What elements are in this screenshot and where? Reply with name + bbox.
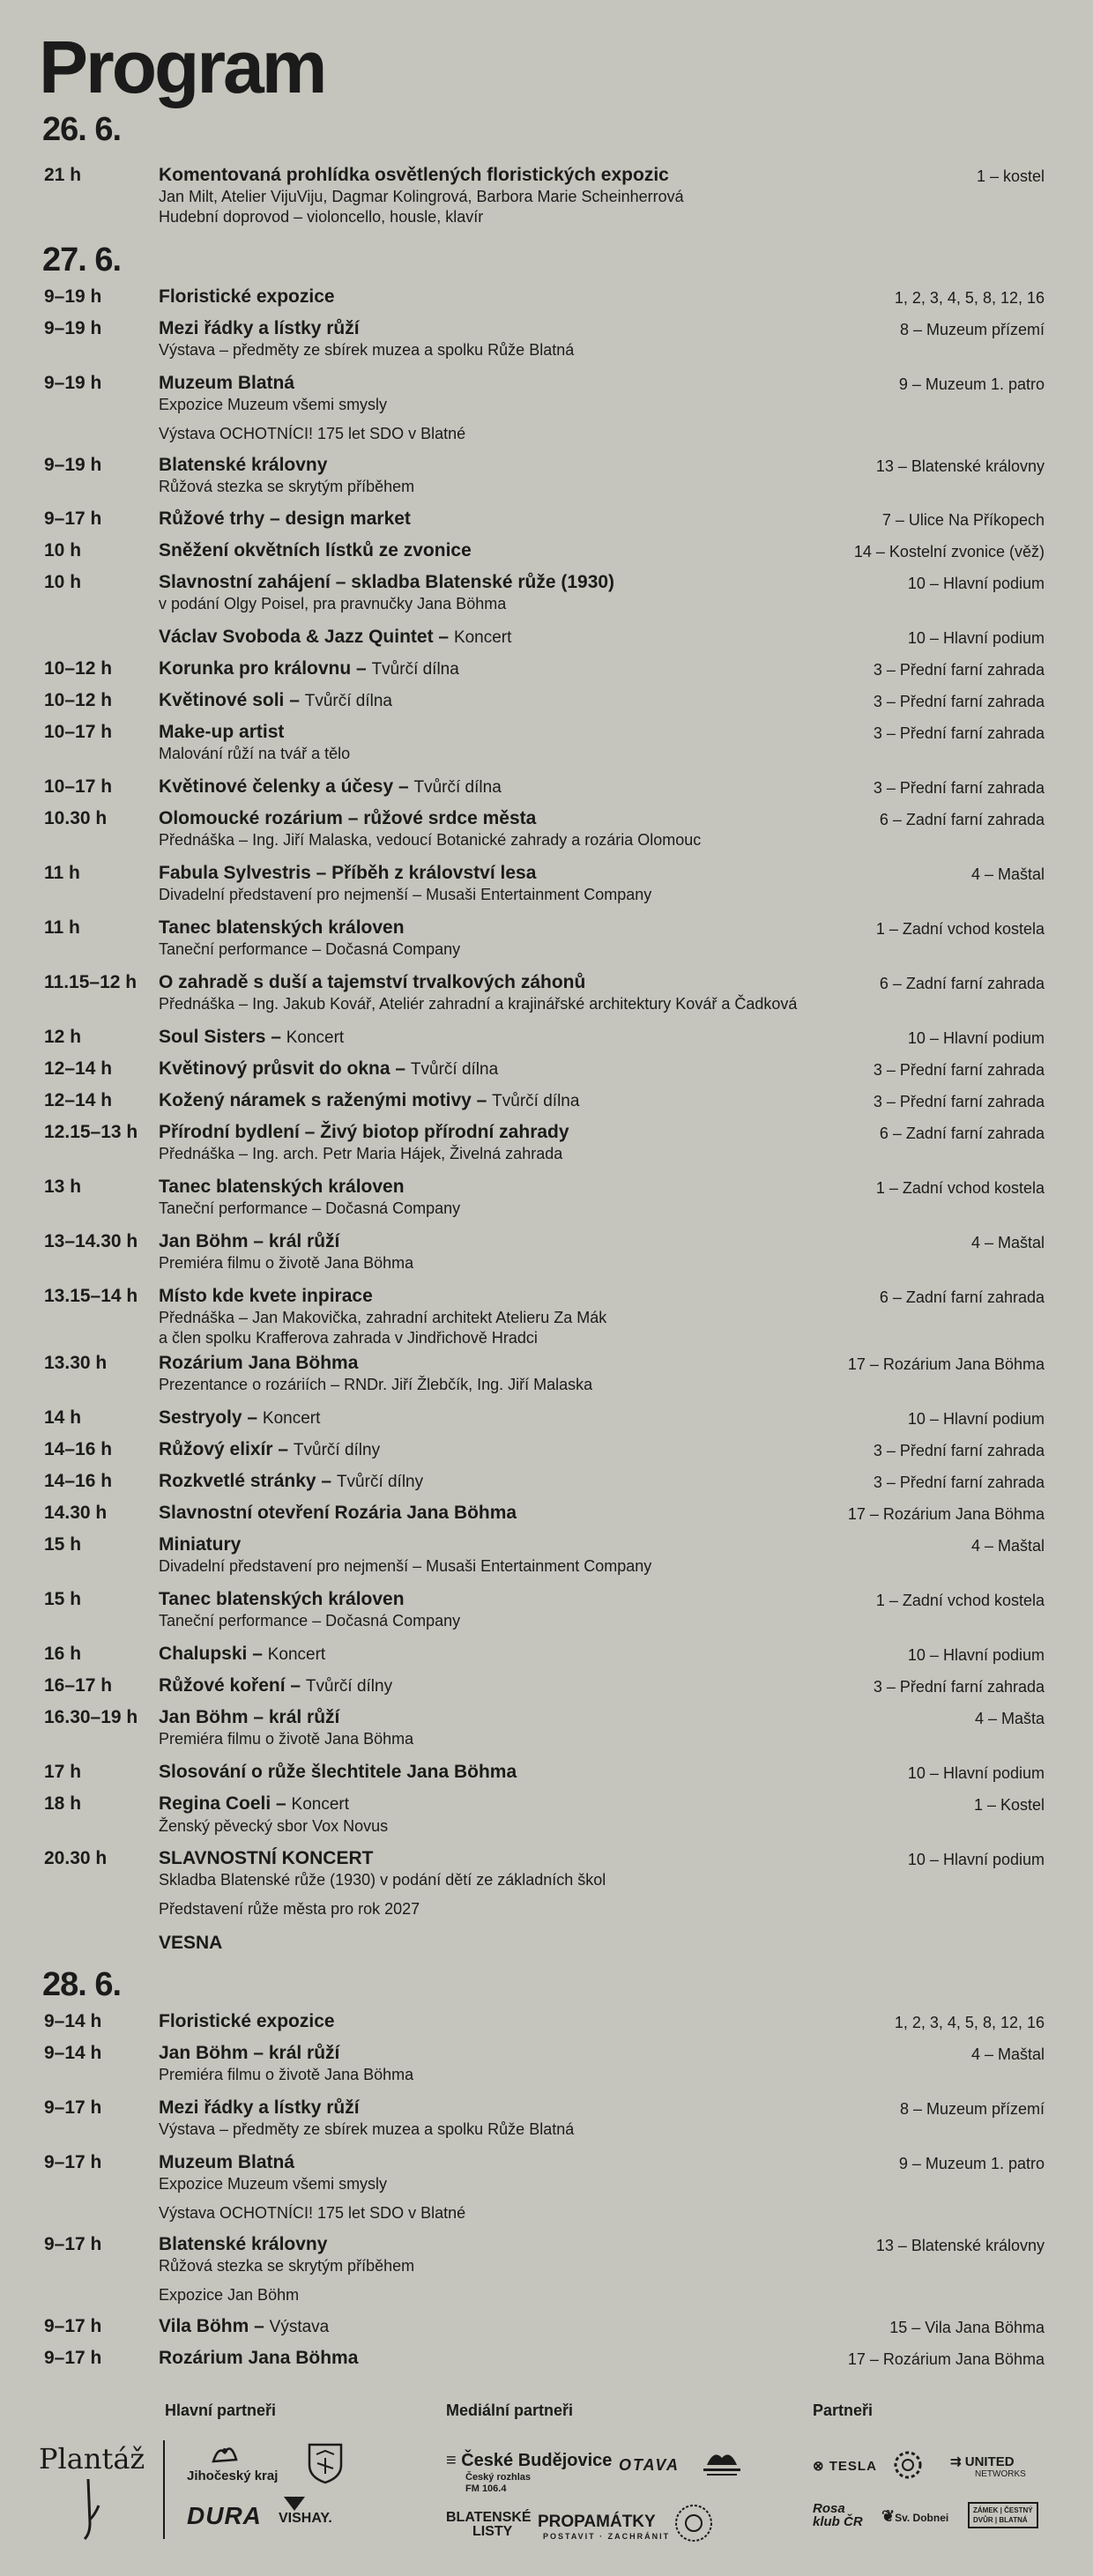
event-name: Muzeum Blatná [159, 373, 295, 393]
event-body [159, 1089, 829, 1113]
event-time: 9–17 h [44, 2152, 102, 2172]
event-location: 10 – Hlavní podium [907, 575, 1045, 592]
event-type: Tvůrčí dílna [304, 692, 392, 710]
event-detail: Přednáška – Ing. Jiří Malaska, vedoucí Botanické zahrady a rozária Olomouc [159, 831, 702, 849]
event-location: 3 – Přední farní zahrada [873, 724, 1045, 742]
event-name: Komentovaná prohlídka osvětlených floristických expozic [159, 165, 669, 185]
day-heading: 27. 6. [42, 241, 122, 278]
event-body [159, 862, 829, 905]
plantaz-mark-icon [81, 2479, 102, 2541]
event-time: 9–19 h [44, 373, 102, 393]
event-detail: Expozice Muzeum všemi smysly [159, 2175, 388, 2193]
event-body [159, 372, 829, 444]
event-detail: Malování růží na tvář a tělo [159, 745, 351, 762]
vishay-icon [284, 2497, 305, 2511]
tesla-icon: ⊗ [813, 2459, 829, 2474]
event-type: Tvůrčí dílny [336, 1473, 424, 1491]
event-time: 13.15–14 h [44, 1286, 138, 1306]
event-location: 4 – Maštal [970, 2045, 1045, 2063]
event-type: Tvůrčí dílna [492, 1092, 580, 1110]
plantaz-logo: Plantáž [39, 2442, 145, 2476]
event-time: 16–17 h [44, 1675, 113, 1696]
ceske-budejovice-logo: ≡ České Budějovice [446, 2451, 613, 2470]
rosa-klub-logo: Rosa klub ČR [813, 2501, 863, 2529]
radio-icon: ≡ [446, 2451, 462, 2470]
event-time: 10 h [44, 540, 82, 560]
event-body [159, 454, 829, 497]
event-name: Miniatury [159, 1534, 242, 1555]
event-body [159, 2010, 829, 2033]
event-type: Tvůrčí dílny [305, 1677, 393, 1696]
event-name: Růžový elixír – Tvůrčí dílny [159, 1439, 381, 1459]
blatenske-listy-logo: BLATENSKÉ LISTY [446, 2510, 532, 2539]
event-body [159, 1793, 829, 1837]
event-body [159, 2233, 829, 2305]
event-name: Mezi řádky a lístky růží [159, 318, 360, 338]
event-name: Mezi řádky a lístky růží [159, 2097, 360, 2118]
event-body [159, 1502, 829, 1525]
united-networks-icon: ⇉ [950, 2454, 965, 2469]
event-body [159, 1674, 829, 1698]
event-time: 10–17 h [44, 722, 113, 742]
cb-frequency-label: FM 106.4 [465, 2483, 507, 2494]
event-name: Jan Böhm – král růží [159, 2043, 340, 2063]
event-location: 1 – Zadní vchod kostela [875, 920, 1045, 938]
event-body [159, 317, 829, 360]
event-time: 14–16 h [44, 1439, 113, 1459]
event-name: Korunka pro královnu – Tvůrčí dílna [159, 658, 459, 679]
event-detail: v podání Olgy Poisel, pra pravnučky Jana Böhma [159, 595, 507, 612]
event-body [159, 539, 829, 562]
event-location: 10 – Hlavní podium [907, 1764, 1045, 1782]
event-time: 12 h [44, 1027, 82, 1047]
event-name: Make-up artist [159, 722, 285, 742]
event-detail: Výstava – předměty ze sbírek muzea a spolku Růže Blatná [159, 2120, 575, 2138]
event-detail: Výstava OCHOTNÍCI! 175 let SDO v Blatné [159, 425, 466, 442]
event-location: 1 – kostel [976, 167, 1045, 185]
main-partners-heading: Hlavní partneři [165, 2402, 277, 2419]
event-body [159, 571, 829, 614]
event-body [159, 1847, 829, 1955]
day-heading: 28. 6. [42, 1966, 122, 2003]
event-location: 3 – Přední farní zahrada [873, 779, 1045, 797]
event-detail: Výstava – předměty ze sbírek muzea a spolku Růže Blatná [159, 341, 575, 359]
event-detail: Růžová stezka se skrytým příběhem [159, 2257, 415, 2275]
event-name: Olomoucké rozárium – růžové srdce města [159, 808, 537, 828]
event-location: 9 – Muzeum 1. patro [898, 2155, 1045, 2172]
event-detail: Prezentance o rozáriích – RNDr. Jiří Žlebčík, Ing. Jiří Malaska [159, 1376, 593, 1393]
event-name: Růžové koření – Tvůrčí dílny [159, 1675, 393, 1696]
event-type: Výstava [269, 2318, 330, 2336]
event-type: Koncert [453, 628, 512, 647]
event-location: 13 – Blatenské královny [875, 457, 1045, 475]
event-detail: Hudební doprovod – violoncello, housle, klavír [159, 208, 484, 226]
event-detail: Představení růže města pro rok 2027 [159, 1900, 420, 1918]
event-detail: Přednáška – Ing. arch. Petr Maria Hájek, Živelná zahrada [159, 1145, 563, 1162]
event-name: Slosování o růže šlechtitele Jana Böhma [159, 1762, 517, 1782]
event-name: Sněžení okvětních lístků ze zvonice [159, 540, 472, 560]
event-location: 1 – Zadní vchod kostela [875, 1179, 1045, 1197]
event-detail: Jan Milt, Atelier VijuViju, Dagmar Kolingrová, Barbora Marie Scheinherrová [159, 188, 684, 205]
event-detail: Přednáška – Jan Makovička, zahradní architekt Atelieru Za Mák [159, 1309, 607, 1326]
event-location: 1 – Kostel [973, 1796, 1045, 1814]
event-name: Václav Svoboda & Jazz Quintet – Koncert [159, 627, 512, 647]
event-time: 9–17 h [44, 509, 102, 529]
coat-of-arms-icon [307, 2442, 344, 2484]
event-location: 10 – Hlavní podium [907, 1851, 1045, 1868]
event-detail: Taneční performance – Dočasná Company [159, 1612, 461, 1629]
event-name: Květinové soli – Tvůrčí dílna [159, 690, 392, 710]
event-detail: Skladba Blatenské růže (1930) v podání dětí ze základních škol [159, 1871, 606, 1889]
event-name: Rozárium Jana Böhma [159, 2348, 359, 2368]
event-location: 10 – Hlavní podium [907, 1646, 1045, 1664]
event-location: 3 – Přední farní zahrada [873, 1442, 1045, 1459]
event-time: 11.15–12 h [44, 972, 138, 992]
event-body [159, 286, 829, 308]
event-detail: Divadelní představení pro nejmenší – Musaši Entertainment Company [159, 1557, 652, 1575]
event-location: 6 – Zadní farní zahrada [879, 811, 1045, 828]
event-detail: Divadelní představení pro nejmenší – Musaši Entertainment Company [159, 886, 652, 903]
event-type: Tvůrčí dílna [371, 660, 459, 679]
event-type: Koncert [291, 1795, 350, 1814]
event-body [159, 657, 829, 681]
event-time: 14–16 h [44, 1471, 113, 1491]
jihocesky-kraj-logo: Jihočeský kraj [187, 2468, 279, 2483]
event-name: Květinové čelenky a účesy – Tvůrčí dílna [159, 776, 502, 797]
event-location: 3 – Přední farní zahrada [873, 1093, 1045, 1110]
event-type: Koncert [262, 1409, 321, 1428]
event-body [159, 2042, 829, 2085]
event-location: 15 – Vila Jana Böhma [889, 2319, 1045, 2336]
event-time: 15 h [44, 1534, 82, 1555]
event-name: Soul Sisters – Koncert [159, 1027, 345, 1047]
event-type: Tvůrčí dílna [413, 778, 502, 797]
event-type: Koncert [286, 1028, 345, 1047]
event-time: 10 h [44, 572, 82, 592]
event-body [159, 1643, 829, 1667]
event-time: 9–17 h [44, 2316, 102, 2336]
event-body [159, 1407, 829, 1430]
event-time: 21 h [44, 165, 82, 185]
vishay-logo: VISHAY. [279, 2511, 332, 2526]
event-location: 3 – Přední farní zahrada [873, 1061, 1045, 1079]
event-time: 18 h [44, 1793, 82, 1814]
event-time: 13.30 h [44, 1353, 108, 1373]
tesla-logo: ⊗ TESLA [813, 2459, 877, 2474]
event-body [159, 776, 829, 799]
event-detail: Taneční performance – Dočasná Company [159, 1199, 461, 1217]
event-body [159, 164, 829, 227]
event-body [159, 1026, 829, 1050]
event-location: 8 – Muzeum přízemí [899, 321, 1045, 338]
event-name: Tanec blatenských královen [159, 1177, 405, 1197]
event-time: 16 h [44, 1644, 82, 1664]
event-body [159, 689, 829, 713]
event-location: 10 – Hlavní podium [907, 629, 1045, 647]
event-time: 11 h [44, 917, 80, 938]
partners-footer [0, 2393, 1093, 2576]
event-type: Koncert [267, 1645, 326, 1664]
event-detail: Ženský pěvecký sbor Vox Novus [159, 1817, 389, 1835]
event-name: Rozkvetlé stránky – Tvůrčí dílny [159, 1471, 424, 1491]
event-body [159, 626, 829, 650]
event-body [159, 807, 829, 850]
event-location: 1, 2, 3, 4, 5, 8, 12, 16 [894, 2014, 1045, 2031]
event-body [159, 2151, 829, 2223]
event-detail: Taneční performance – Dočasná Company [159, 940, 461, 958]
event-location: 17 – Rozárium Jana Böhma [847, 1505, 1045, 1523]
event-time: 10–17 h [44, 776, 113, 797]
event-location: 7 – Ulice Na Příkopech [881, 511, 1045, 529]
event-body [159, 1533, 829, 1577]
event-time: 20.30 h [44, 1848, 108, 1868]
event-body [159, 971, 829, 1014]
event-location: 4 – Mašta [974, 1710, 1045, 1727]
cesky-rozhlas-label: Český rozhlas [465, 2472, 531, 2483]
event-name: Růžové trhy – design market [159, 509, 411, 529]
event-location: 4 – Maštal [970, 1234, 1045, 1251]
event-location: 1, 2, 3, 4, 5, 8, 12, 16 [894, 289, 1045, 307]
event-location: 6 – Zadní farní zahrada [879, 1125, 1045, 1142]
event-location: 9 – Muzeum 1. patro [898, 375, 1045, 393]
event-location: 17 – Rozárium Jana Böhma [847, 1355, 1045, 1373]
event-location: 8 – Muzeum přízemí [899, 2100, 1045, 2118]
event-detail: Premiéra filmu o životě Jana Böhma [159, 2066, 414, 2083]
event-body [159, 508, 829, 531]
event-location: 14 – Kostelní zvonice (věž) [853, 543, 1045, 560]
event-name: Regina Coeli – Koncert [159, 1793, 350, 1814]
event-time: 10.30 h [44, 808, 108, 828]
event-detail: Výstava OCHOTNÍCI! 175 let SDO v Blatné [159, 2204, 466, 2222]
event-location: 1 – Zadní vchod kostela [875, 1592, 1045, 1609]
event-name: Floristické expozice [159, 286, 335, 307]
event-name: Rozárium Jana Böhma [159, 1353, 359, 1373]
event-body [159, 1438, 829, 1462]
event-name: Sestryoly – Koncert [159, 1407, 321, 1428]
event-location: 17 – Rozárium Jana Böhma [847, 2350, 1045, 2368]
otava-logo: OTAVA [619, 2456, 680, 2474]
event-body [159, 1058, 829, 1081]
event-location: 3 – Přední farní zahrada [873, 693, 1045, 710]
event-name: Floristické expozice [159, 2011, 335, 2031]
partners-heading: Partneři [813, 2402, 874, 2419]
event-type: Tvůrčí dílny [293, 1441, 381, 1459]
page-title: Program [39, 26, 325, 108]
event-time: 9–19 h [44, 286, 102, 307]
propamatky-logo: PROPAMÁTKY [538, 2513, 656, 2531]
event-location: 13 – Blatenské královny [875, 2237, 1045, 2254]
event-name: Slavnostní zahájení – skladba Blatenské růže (1930) [159, 572, 615, 592]
event-location: 6 – Zadní farní zahrada [879, 1288, 1045, 1306]
event-body [159, 1285, 829, 1348]
event-time: 13–14.30 h [44, 1231, 138, 1251]
event-location: 3 – Přední farní zahrada [873, 1474, 1045, 1491]
event-time: 12–14 h [44, 1058, 113, 1079]
event-body [159, 1176, 829, 1219]
event-time: 16.30–19 h [44, 1707, 138, 1727]
event-name: SLAVNOSTNÍ KONCERT [159, 1848, 374, 1868]
media-partners-heading: Mediální partneři [446, 2402, 574, 2419]
propamatky-tagline: POSTAVIT · ZACHRÁNIT [543, 2532, 671, 2541]
event-time: 12.15–13 h [44, 1122, 138, 1142]
leaf-icon: ❦ [881, 2507, 896, 2525]
event-time: 15 h [44, 1589, 82, 1609]
event-time: 9–17 h [44, 2348, 102, 2368]
event-body [159, 1470, 829, 1494]
event-time: 9–19 h [44, 455, 102, 475]
zamek-blatna-logo: ZÁMEK | ČESTNÝ DVŮR | BLATNÁ [968, 2502, 1038, 2528]
event-name: O zahradě s duší a tajemství trvalkových záhonů [159, 972, 586, 992]
event-location: 4 – Maštal [970, 1537, 1045, 1555]
event-detail: Růžová stezka se skrytým příběhem [159, 478, 415, 495]
event-body [159, 1588, 829, 1631]
event-body [159, 1121, 829, 1164]
divider [163, 2440, 165, 2539]
gear-emblem-icon [890, 2449, 926, 2481]
event-detail: a člen spolku Krafferova zahrada v Jindřichově Hradci [159, 1329, 538, 1347]
event-body [159, 2097, 829, 2140]
event-location: 3 – Přední farní zahrada [873, 1678, 1045, 1696]
regional-media-icon [698, 2447, 746, 2477]
event-time: 14 h [44, 1407, 82, 1428]
event-name: Slavnostní otevření Rozária Jana Böhma [159, 1503, 517, 1523]
event-name: Místo kde kvete inpirace [159, 1286, 373, 1306]
event-name: Blatenské královny [159, 455, 328, 475]
event-body [159, 2315, 829, 2339]
event-name: Přírodní bydlení – Živý biotop přírodní zahrady [159, 1122, 569, 1142]
event-detail: Premiéra filmu o životě Jana Böhma [159, 1254, 414, 1272]
event-detail: Premiéra filmu o životě Jana Böhma [159, 1730, 414, 1748]
event-name: Kožený náramek s raženými motivy – Tvůrčí dílna [159, 1090, 580, 1110]
event-location: 3 – Přední farní zahrada [873, 661, 1045, 679]
event-location: 4 – Maštal [970, 865, 1045, 883]
event-name: Chalupski – Koncert [159, 1644, 326, 1664]
event-time: 11 h [44, 863, 80, 883]
event-name: Jan Böhm – král růží [159, 1231, 340, 1251]
event-extra: VESNA [159, 1933, 223, 1953]
event-name: Fabula Sylvestris – Příběh z království lesa [159, 863, 537, 883]
event-location: 10 – Hlavní podium [907, 1410, 1045, 1428]
event-time: 9–17 h [44, 2234, 102, 2254]
dura-logo: DURA [187, 2502, 262, 2529]
event-location: 10 – Hlavní podium [907, 1029, 1045, 1047]
event-time: 10–12 h [44, 690, 113, 710]
event-name: Tanec blatenských královen [159, 917, 405, 938]
event-body [159, 1352, 829, 1395]
event-name: Tanec blatenských královen [159, 1589, 405, 1609]
event-detail: Přednáška – Ing. Jakub Kovář, Ateliér zahradní a krajinářské architektury Kovář a Čadková [159, 995, 798, 1013]
event-body [159, 721, 829, 764]
event-time: 9–19 h [44, 318, 102, 338]
event-body [159, 2347, 829, 2370]
event-time: 12–14 h [44, 1090, 113, 1110]
event-detail: Expozice Muzeum všemi smysly [159, 396, 388, 413]
event-time: 14.30 h [44, 1503, 108, 1523]
event-body [159, 917, 829, 960]
event-type: Tvůrčí dílna [410, 1060, 499, 1079]
event-time: 17 h [44, 1762, 82, 1782]
day-heading: 26. 6. [42, 111, 122, 148]
event-body [159, 1761, 829, 1784]
event-name: Muzeum Blatná [159, 2152, 295, 2172]
united-networks-logo: ⇉ UNITED NETWORKS [950, 2454, 1026, 2479]
event-body [159, 1706, 829, 1749]
event-time: 9–14 h [44, 2011, 102, 2031]
event-time: 9–14 h [44, 2043, 102, 2063]
sv-dobnei-logo: ❦Sv. Dobnei [881, 2507, 949, 2525]
event-time: 10–12 h [44, 658, 113, 679]
jihocesky-kraj-icon [210, 2440, 240, 2467]
event-name: Blatenské královny [159, 2234, 328, 2254]
event-name: Vila Böhm – Výstava [159, 2316, 330, 2336]
round-stamp-icon [668, 2502, 719, 2544]
event-time: 9–17 h [44, 2097, 102, 2118]
event-location: 6 – Zadní farní zahrada [879, 975, 1045, 992]
event-name: Květinový průsvit do okna – Tvůrčí dílna [159, 1058, 499, 1079]
event-body [159, 1230, 829, 1273]
event-name: Jan Böhm – král růží [159, 1707, 340, 1727]
event-detail: Expozice Jan Böhm [159, 2286, 300, 2304]
event-time: 13 h [44, 1177, 82, 1197]
